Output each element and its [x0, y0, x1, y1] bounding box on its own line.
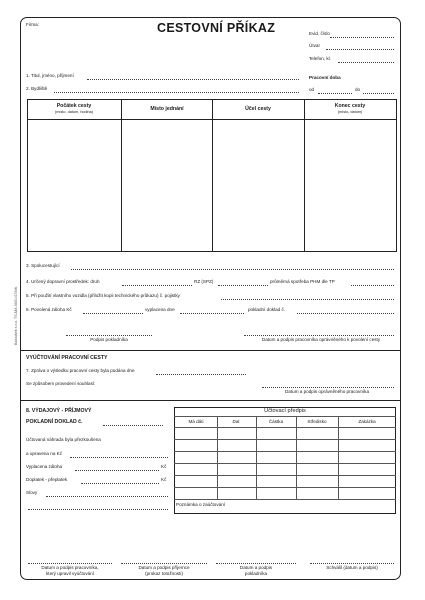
- vertical-note: Baloušek s.r.o. TS-MA 3601/47/bfk: [14, 286, 18, 345]
- sig3-label-a: Datum a podpis: [239, 565, 273, 570]
- predpis-col-div-4: [338, 416, 339, 499]
- spolucestujici-field[interactable]: [71, 269, 394, 270]
- podpis-pokladnika-label: Podpis pokladníka: [90, 337, 128, 342]
- sig2-line[interactable]: [121, 563, 207, 564]
- doprava-label: 4. Určený dopravní prostředek: druh: [26, 279, 100, 284]
- uctovana-label: Účtovaná náhrada byla přezkoušena: [26, 437, 101, 442]
- utvar-label: Útvar: [309, 43, 320, 48]
- col-konec-sub: (místo, datum): [337, 110, 363, 114]
- pokladni-doklad-field[interactable]: [297, 313, 394, 314]
- titul-label: 1. Titul, jméno, příjmení: [26, 73, 74, 78]
- zaloha-field[interactable]: [83, 313, 143, 314]
- doplatek-label: Doplatek - přeplatek: [26, 477, 68, 482]
- upravena-field[interactable]: [70, 457, 168, 458]
- zpusob-label: Se způsobem provedení souhlasí:: [26, 381, 96, 386]
- vozidlo-label: 5. Při použití vlastního vozidla (přiložit kopii technického průkazu) č. pojistky: [26, 293, 180, 298]
- phm-field[interactable]: [351, 285, 394, 286]
- trip-cell-pocatek[interactable]: [28, 120, 120, 251]
- slovy-field[interactable]: [46, 496, 168, 497]
- vyuctovani-title: VYÚČTOVÁNÍ PRACOVNÍ CESTY: [26, 355, 108, 361]
- telefon-label: Telefon, kl.: [309, 56, 331, 61]
- podpis-pokladnika-line[interactable]: [66, 335, 152, 336]
- predpis-col-div-3: [296, 416, 297, 499]
- predpis-line-6: [174, 475, 396, 476]
- col-ucel-title: Účel cesty: [245, 106, 271, 112]
- sig4-line[interactable]: [310, 563, 394, 564]
- predpis-line-5: [174, 463, 396, 464]
- slovy-field-2[interactable]: [28, 509, 168, 510]
- predpis-col-zakazka: Zakázka: [358, 419, 376, 424]
- opravneny-podpis-label: Datum a podpis oprávněného pracovníka: [284, 389, 370, 394]
- predpis-line-2: [174, 427, 396, 428]
- pracovni-doba-label: Pracovní doba: [309, 75, 341, 80]
- predpis-line-4: [174, 451, 396, 452]
- predpis-line-8: [174, 499, 396, 500]
- poznamka-label: Poznámka o zaúčtování: [176, 502, 226, 507]
- predpis-col-ma-dati: Má dáti: [188, 419, 204, 424]
- doprava-druh-field[interactable]: [122, 285, 192, 286]
- predpis-line-3: [174, 439, 396, 440]
- sig2-label-a: Datum a podpis příjemce: [138, 565, 190, 570]
- kc-label-1: Kč: [161, 464, 167, 469]
- sig1-label-b: který upravil vyúčtování: [46, 571, 94, 576]
- sig3-line[interactable]: [216, 563, 296, 564]
- phm-label: průměrná spotřeba PHM dle TP: [270, 279, 335, 284]
- bydliste-label: 2. Bydliště: [26, 86, 48, 91]
- sig4-label: Schválil (datum a podpis): [326, 565, 378, 570]
- col-pocatek-sub: (místo, datum, hodina): [55, 110, 93, 114]
- rz-field[interactable]: [218, 285, 268, 286]
- slovy-label: Slovy: [26, 490, 38, 495]
- col-pocatek-title: Počátek cesty: [56, 103, 92, 109]
- doplatek-field[interactable]: [81, 483, 159, 484]
- predpis-col-div-1: [217, 416, 218, 499]
- od-label: od: [309, 87, 315, 92]
- kc-label-2: Kč: [161, 477, 167, 482]
- telefon-field[interactable]: [338, 62, 394, 63]
- page-title: CESTOVNÍ PŘÍKAZ: [157, 21, 276, 35]
- opravneny-podpis-line[interactable]: [262, 387, 394, 388]
- section-divider-2: [20, 400, 401, 401]
- col-misto-title: Místo jednání: [150, 106, 184, 112]
- pokladni-doklad-label: pokladní doklad č.: [248, 307, 286, 312]
- trip-cell-konec[interactable]: [305, 120, 396, 251]
- vozidlo-field[interactable]: [221, 299, 394, 300]
- firma-label: Firma:: [26, 22, 40, 27]
- vyplacena-zaloha-field[interactable]: [75, 470, 159, 471]
- predpis-title: Účtovací předpis: [264, 408, 306, 414]
- predpis-line-1: [174, 416, 396, 417]
- sig2-label-b: (prokaz totožnosti): [145, 571, 183, 576]
- spolucestujici-label: 3. Spolucestující: [26, 263, 60, 268]
- predpis-col-dal: Dal: [232, 419, 240, 424]
- pokladni-doklad-c-field[interactable]: [103, 425, 163, 426]
- titul-field[interactable]: [87, 79, 299, 80]
- od-field[interactable]: [318, 93, 352, 94]
- zprava-label: 7. Zpráva o výsledku pracovní cesty byla podána dne: [26, 368, 135, 373]
- predpis-col-stredisko: Středisko: [307, 419, 327, 424]
- section-divider-1: [20, 350, 401, 351]
- pokladni-doklad-c-label: POKLADNÍ DOKLAD č.: [26, 419, 83, 425]
- evid-field[interactable]: [330, 37, 394, 38]
- sig1-line[interactable]: [28, 563, 112, 564]
- evid-label: Evid. číslo: [309, 31, 330, 36]
- upravena-label: a upravena na Kč: [26, 451, 63, 456]
- predpis-col-div-2: [256, 416, 257, 499]
- trip-cell-misto[interactable]: [122, 120, 211, 251]
- zprava-field[interactable]: [156, 374, 246, 375]
- col-konec-title: Konec cesty: [334, 103, 366, 109]
- bydliste-field[interactable]: [54, 92, 299, 93]
- rz-label: RZ (SPZ): [194, 279, 214, 284]
- trip-cell-ucel[interactable]: [213, 120, 303, 251]
- doklad-title: 8. VÝDAJOVÝ - PŘÍJMOVÝ: [26, 408, 92, 414]
- do-field[interactable]: [363, 93, 394, 94]
- do-label: do: [355, 87, 361, 92]
- predpis-line-7: [174, 487, 396, 488]
- utvar-field[interactable]: [326, 49, 394, 50]
- vyplacena-dne-field[interactable]: [180, 313, 244, 314]
- sig1-label-a: Datum a podpis pracovníka,: [41, 565, 99, 570]
- vyplacena-zaloha-label: Vyplacena záloha: [26, 464, 63, 469]
- podpis-opravneneho-line[interactable]: [244, 335, 394, 336]
- podpis-opravneneho-label: Datum a podpis pracovníka oprávněného k povolení cesty: [261, 337, 381, 342]
- zaloha-label: 6. Povolená záloha Kč: [26, 307, 72, 312]
- predpis-col-castka: Částka: [268, 419, 284, 424]
- sig3-label-b: pokladníka: [244, 571, 268, 576]
- vyplacena-dne-label: vyplacena dne: [145, 307, 175, 312]
